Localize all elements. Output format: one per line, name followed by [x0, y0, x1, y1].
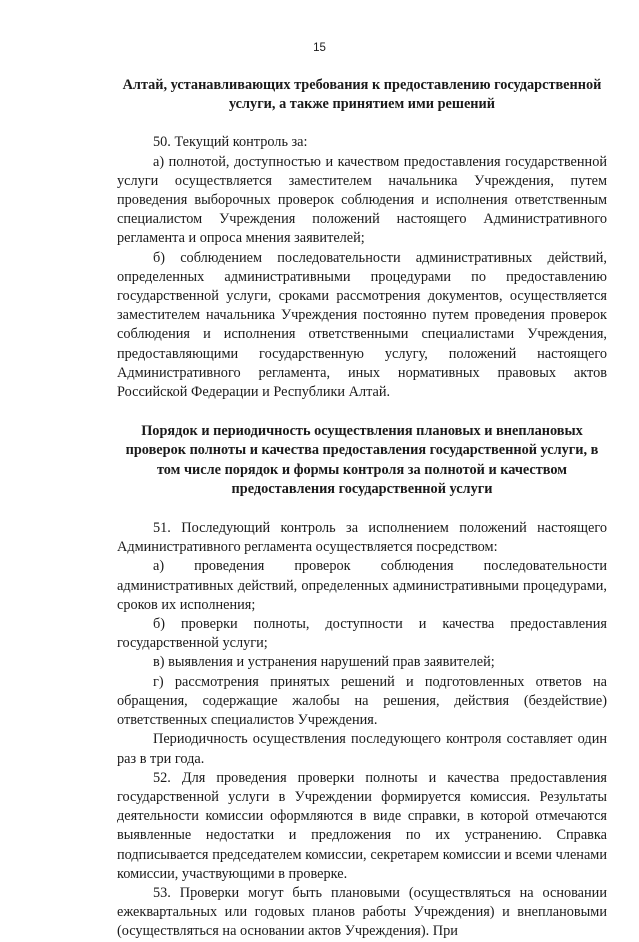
paragraph-51a: а) проведения проверок соблюдения последовательности административных действий, определенных административными процедурами, сроков их исполнения;: [117, 558, 607, 613]
section-heading-top: Алтай, устанавливающих требования к предоставлению государственной услуги, а также принятием ими решений: [122, 77, 602, 113]
section-heading-control: Порядок и периодичность осуществления плановых и внеплановых проверок полноты и качества предоставления государственной услуги, в том числе порядок и формы контроля за полнотой и качеством предоставления государственной услуги: [125, 423, 599, 497]
paragraph-51d: г) рассмотрения принятых решений и подготовленных ответов на обращения, содержащие жалобы на решения, действия (бездействие) ответственных специалистов Учреждения.: [117, 673, 607, 729]
paragraph-50: 50. Текущий контроль за:: [153, 134, 308, 151]
page-number: 15: [313, 42, 326, 54]
paragraph-51: 51. Последующий контроль за исполнением положений настоящего Административного регламента осуществляется посредством:: [117, 520, 607, 556]
paragraph-51c: в) выявления и устранения нарушений прав заявителей;: [153, 654, 495, 671]
paragraph-50b: б) соблюдением последовательности административных действий, определенных административными процедурами по предоставлению государственной услуги, сроками рассмотрения документов, осуществляется заместителем начальника Учреждения постоянно путем проведения проверок соблюдения и исполнения ответственными специалистами Учреждения, предоставляющими государственную услугу, положений настоящего Административного регламента, иных нормативных правовых актов Российской Федерации и Республики Алтай.: [117, 249, 607, 401]
paragraph-53: 53. Проверки могут быть плановыми (осуществляться на основании ежеквартальных или годовых планов работы Учреждения) и внеплановыми (осуществляться на основании актов Учреждения). При: [117, 884, 607, 940]
paragraph-50a: а) полнотой, доступностью и качеством предоставления государственной услуги осуществляется заместителем начальника Учреждения, путем проведения выборочных проверок соблюдения и исполнения ответственным специалистом Учреждения положений настоящего Административного регламента и опроса мнения заявителей;: [117, 153, 607, 247]
document-body: [117, 76, 607, 942]
paragraph-51b: б) проверки полноты, доступности и качества предоставления государственной услуги;: [117, 616, 607, 652]
paragraph-52: 52. Для проведения проверки полноты и качества предоставления государственной услуги в Учреждении формируется комиссия. Результаты деятельности комиссии оформляются в виде справки, в которой отмечаются выявленные недостатки и предложения по их устранению. Справка подписывается председателем комиссии, секретарем комиссии и всеми членами комиссии, участвующими в проверке.: [117, 769, 607, 882]
paragraph-periodicity: Периодичность осуществления последующего контроля составляет один раз в три года.: [117, 731, 607, 767]
